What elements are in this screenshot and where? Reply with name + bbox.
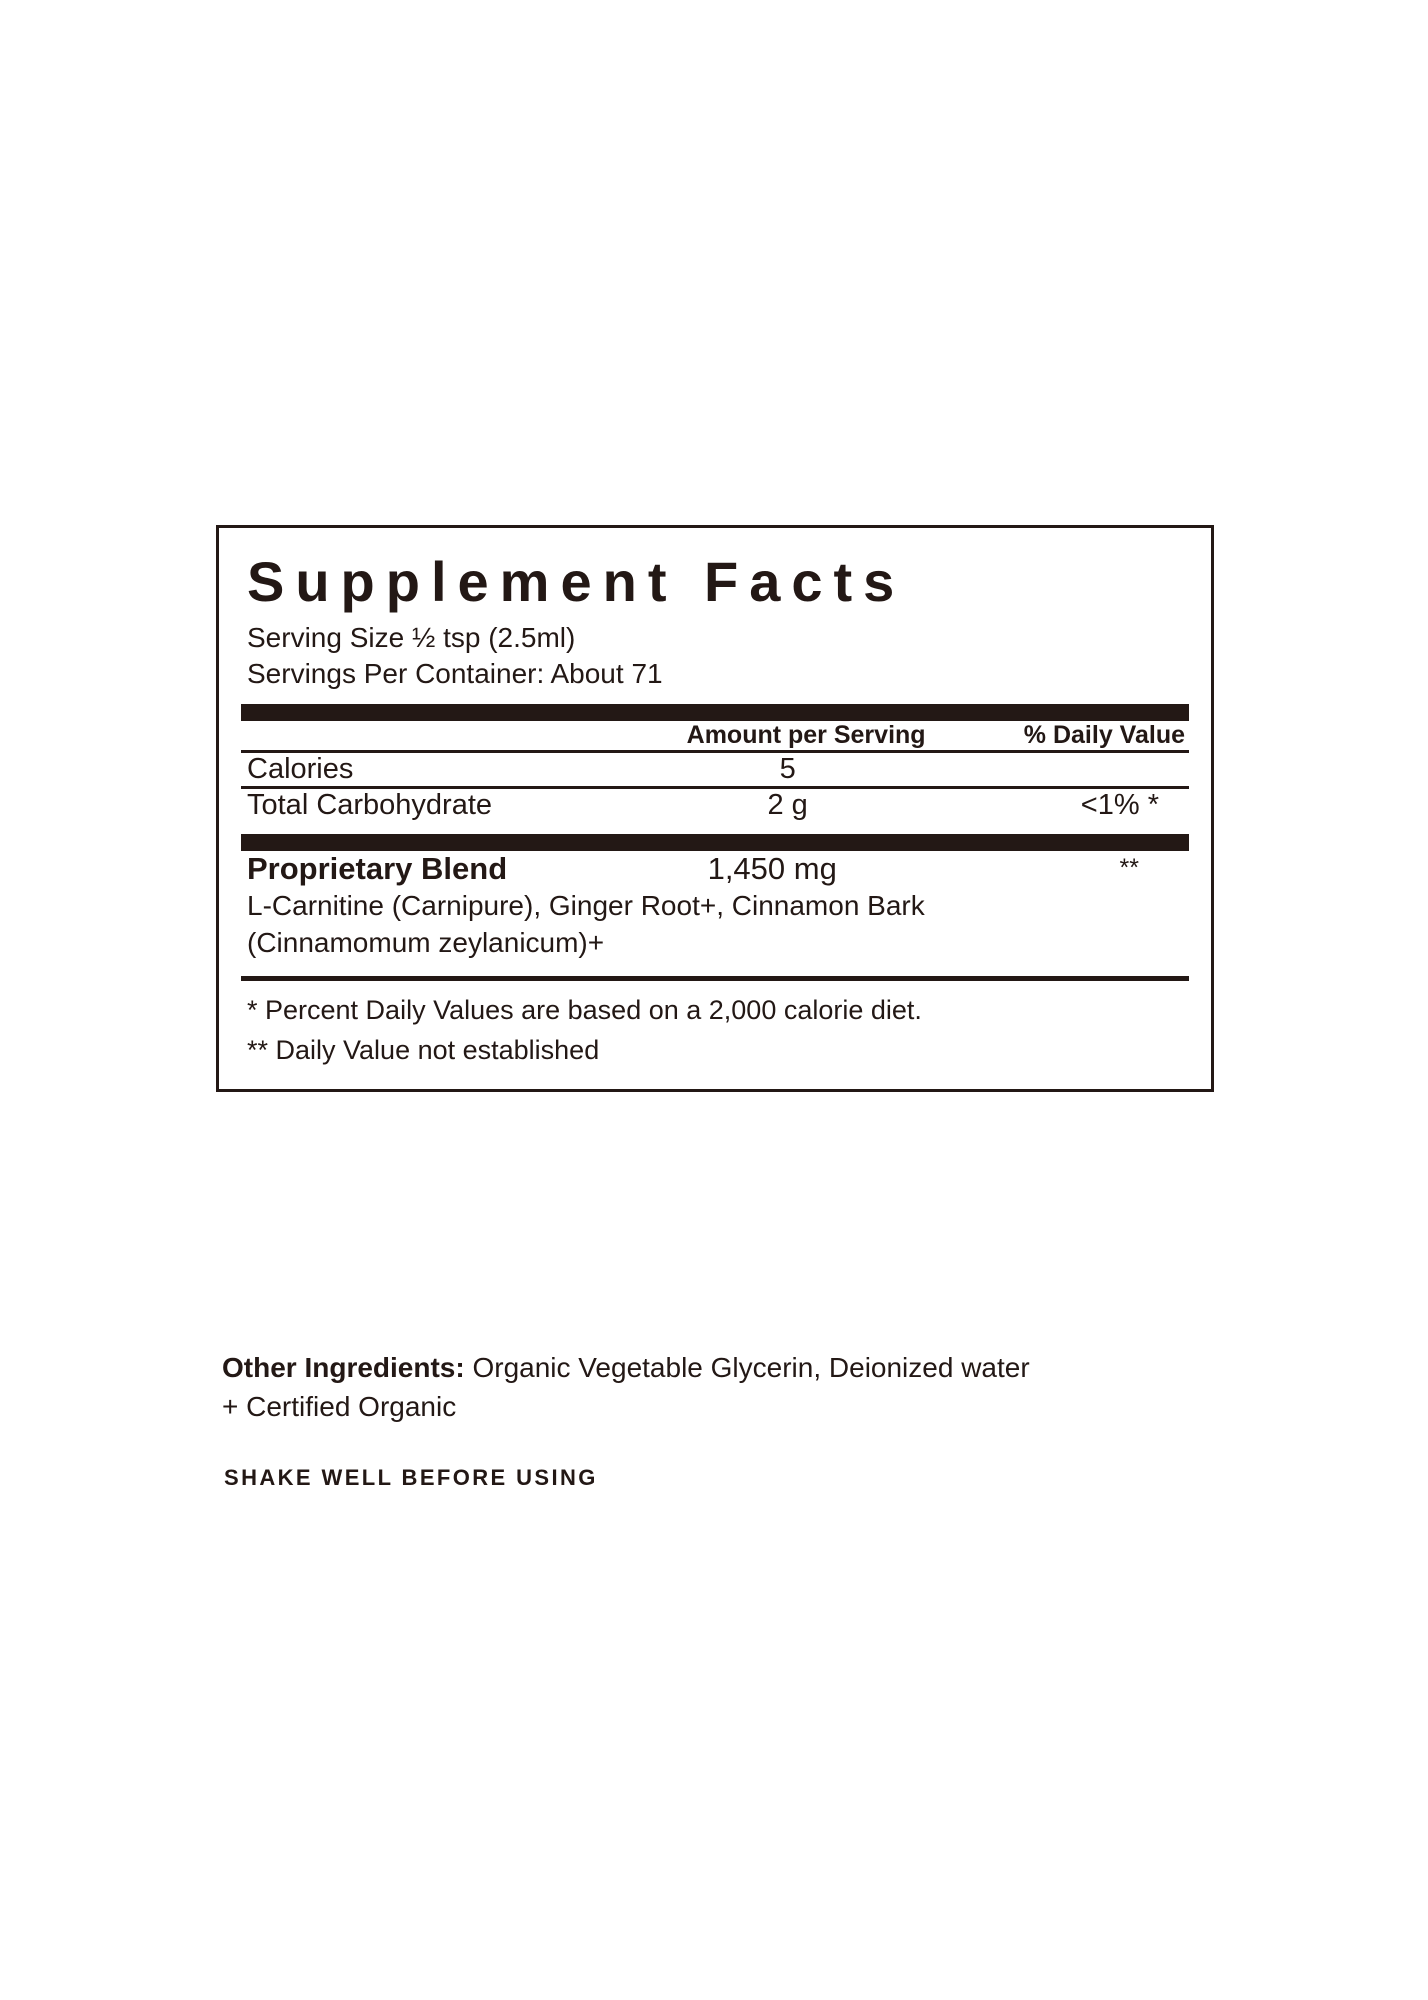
divider-thick-top <box>241 704 1189 721</box>
header-daily-value: % Daily Value <box>1023 720 1185 749</box>
supplement-facts-panel <box>216 525 1214 1092</box>
table-header-row <box>241 721 1189 750</box>
proprietary-blend-table <box>241 851 1189 887</box>
row-total-carbohydrate-amount: 2 g <box>767 788 808 821</box>
header-amount-per-serving: Amount per Serving <box>686 720 926 749</box>
row-calories-dv <box>955 753 1189 786</box>
blend-row <box>241 851 1189 887</box>
other-ingredients-line2: + Certified Organic <box>222 1391 457 1423</box>
row-total-carbohydrate-dv: <1% * <box>1080 788 1159 821</box>
blend-ingredients: L-Carnitine (Carnipure), Ginger Root+, Cinnamon Bark (Cinnamomum zeylanicum)+ <box>247 889 925 959</box>
row-total-carbohydrate-label: Total Carbohydrate <box>247 788 493 821</box>
servings-per-container: Servings Per Container: About 71 <box>247 657 663 689</box>
panel-title: Supplement Facts <box>247 550 906 613</box>
footnote-daily-values: * Percent Daily Values are based on a 2,000 calorie diet. <box>247 995 922 1026</box>
blend-name: Proprietary Blend <box>247 850 508 886</box>
serving-size: Serving Size ½ tsp (2.5ml) <box>247 622 576 653</box>
blend-amount: 1,450 mg <box>707 850 837 886</box>
divider-thick-middle <box>241 834 1189 851</box>
nutrition-table <box>241 721 1189 750</box>
nutrition-rows-2 <box>241 789 1189 822</box>
header-blank <box>241 721 652 750</box>
row-calories-amount: 5 <box>779 752 796 785</box>
other-ingredients-value: Organic Vegetable Glycerin, Deionized water <box>464 1352 1030 1383</box>
nutrition-rows <box>241 753 1189 786</box>
table-row <box>241 753 1189 786</box>
other-ingredients-label: Other Ingredients: <box>222 1352 465 1383</box>
other-ingredients <box>222 1348 1222 1426</box>
table-row <box>241 789 1189 822</box>
row-calories-label: Calories <box>247 752 354 785</box>
footnote-dv-not-established: ** Daily Value not established <box>247 1035 600 1066</box>
shake-well-notice: SHAKE WELL BEFORE USING <box>224 1465 598 1490</box>
blend-dv: ** <box>1119 854 1139 883</box>
